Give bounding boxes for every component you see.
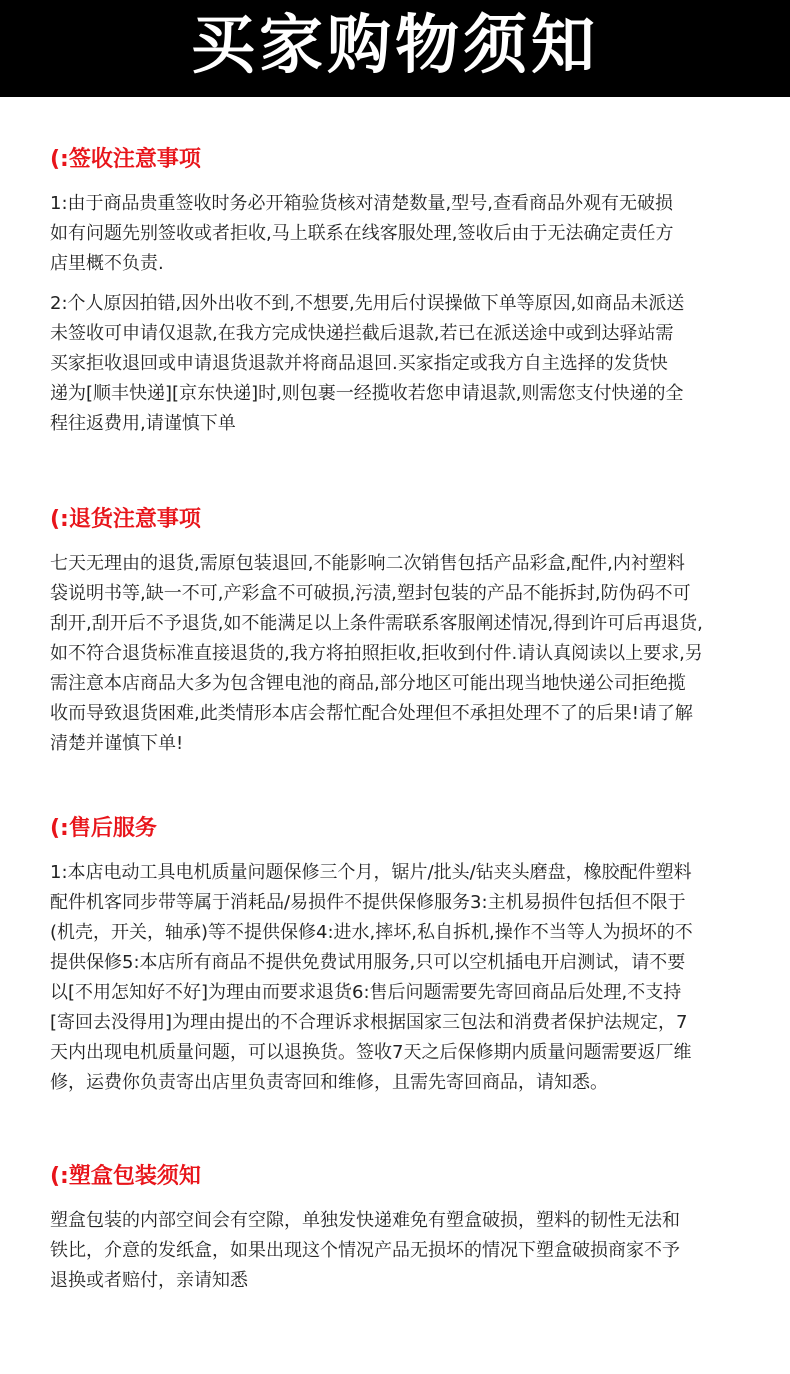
text-line: 袋说明书等,缺一不可,产彩盒不可破损,污渍,塑封包装的产品不能拆封,防伪码不可	[50, 583, 691, 604]
text-line: 1:由于商品贵重签收时务必开箱验货核对清楚数量,型号,查看商品外观有无破损	[50, 193, 673, 214]
section-return-notice	[50, 506, 776, 769]
text-line: 收而导致退货困难,此类情形本店会帮忙配合处理但不承担处理不了的后果!请了解	[50, 703, 693, 724]
text-line: 配件机客同步带等属于消耗品/易损件不提供保修服务3:主机易损件包括但不限于	[50, 892, 686, 913]
text-line: 铁比，介意的发纸盒，如果出现这个情况产品无损坏的情况下塑盒破损商家不予	[50, 1240, 680, 1261]
paragraph	[50, 1206, 776, 1296]
text-line: 七天无理由的退货,需原包装退回,不能影响二次销售包括产品彩盒,配件,内衬塑料	[50, 553, 685, 574]
section-after-sales	[50, 815, 776, 1108]
text-line: 程往返费用,请谨慎下单	[50, 413, 236, 434]
paragraph	[50, 189, 776, 279]
paragraph	[50, 858, 776, 1098]
text-line: 1:本店电动工具电机质量问题保修三个月，锯片/批头/钻夹头磨盘，橡胶配件塑料	[50, 862, 692, 883]
title-banner	[0, 0, 790, 97]
text-line: [寄回去没得用]为理由提出的不合理诉求根据国家三包法和消费者保护法规定，7	[50, 1012, 688, 1033]
text-line: 买家拒收退回或申请退货退款并将商品退回.买家指定或我方自主选择的发货快	[50, 353, 668, 374]
text-line: 如不符合退货标准直接退货的,我方将拍照拒收,拒收到付件.请认真阅读以上要求,另	[50, 643, 703, 664]
paragraph	[50, 549, 776, 759]
text-line: 塑盒包装的内部空间会有空隙，单独发快递难免有塑盒破损，塑料的韧性无法和	[50, 1210, 680, 1231]
text-line: 如有问题先别签收或者拒收,马上联系在线客服处理,签收后由于无法确定责任方	[50, 223, 674, 244]
section-packaging-notice	[50, 1163, 776, 1306]
section-heading: (:签收注意事项	[50, 147, 201, 172]
page-title: 买家购物须知	[191, 8, 599, 83]
section-signing-notice	[50, 146, 776, 449]
paragraph	[50, 289, 776, 439]
section-heading: (:售后服务	[50, 816, 157, 841]
text-line: 修，运费你负责寄出店里负责寄回和维修，且需先寄回商品，请知悉。	[50, 1072, 608, 1093]
text-line: 以[不用怎知好不好]为理由而要求退货6:售后问题需要先寄回商品后处理,不支持	[50, 982, 682, 1003]
text-line: 2:个人原因拍错,因外出收不到,不想要,先用后付误操做下单等原因,如商品未派送	[50, 293, 685, 314]
section-heading: (:塑盒包装须知	[50, 1164, 201, 1189]
text-line: 退换或者赔付，亲请知悉	[50, 1270, 248, 1291]
text-line: 递为[顺丰快递][京东快递]时,则包裹一经揽收若您申请退款,则需您支付快递的全	[50, 383, 684, 404]
text-line: 提供保修5:本店所有商品不提供免费试用服务,只可以空机插电开启测试，请不要	[50, 952, 686, 973]
text-line: 店里概不负责.	[50, 253, 164, 274]
text-line: 天内出现电机质量问题，可以退换货。签收7天之后保修期内质量问题需要返厂维	[50, 1042, 692, 1063]
text-line: (机壳，开关，轴承)等不提供保修4:进水,摔坏,私自拆机,操作不当等人为损坏的不	[50, 922, 693, 943]
text-line: 清楚并谨慎下单!	[50, 733, 184, 754]
text-line: 需注意本店商品大多为包含锂电池的商品,部分地区可能出现当地快递公司拒绝揽	[50, 673, 686, 694]
text-line: 刮开,刮开后不予退货,如不能满足以上条件需联系客服阐述情况,得到许可后再退货,	[50, 613, 703, 634]
section-heading: (:退货注意事项	[50, 507, 201, 532]
text-line: 未签收可申请仅退款,在我方完成快递拦截后退款,若已在派送途中或到达驿站需	[50, 323, 674, 344]
